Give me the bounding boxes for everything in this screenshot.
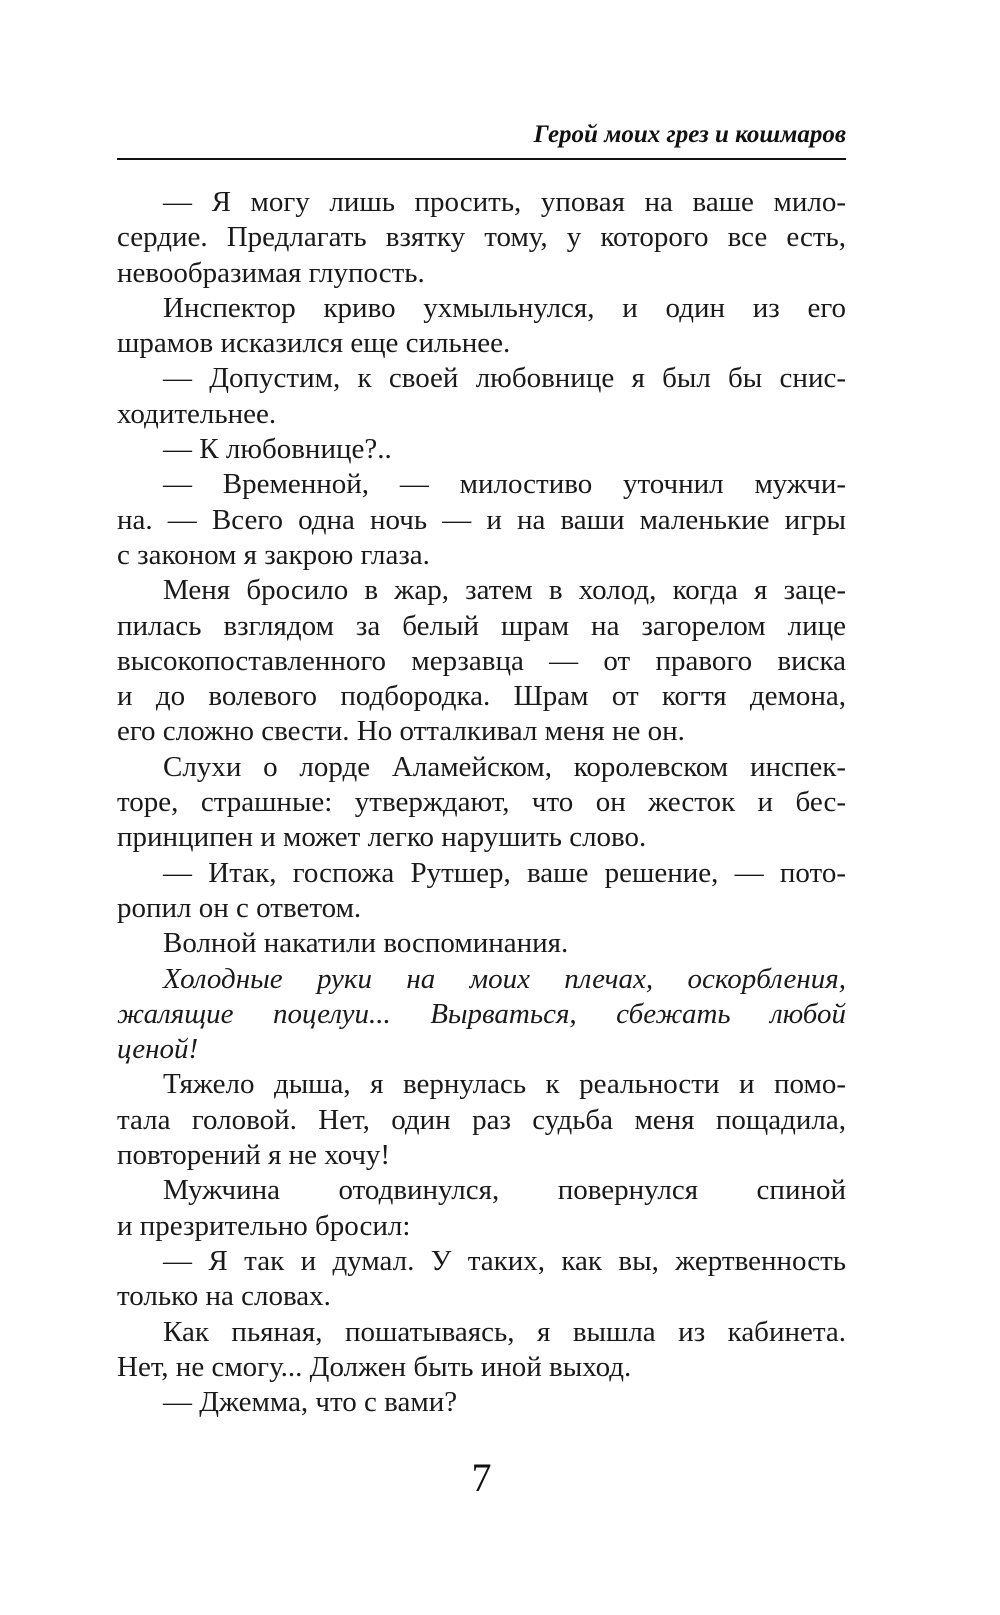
text-line: — Итак, госпожа Рутшер, ваше решение, — пото- xyxy=(163,856,846,889)
text-line: — Временной, — милостиво уточнил мужчи- xyxy=(163,468,846,501)
text-line: Тяжело дыша, я вернулась к реальности и помо- xyxy=(163,1068,846,1101)
text-line: — К любовнице?.. xyxy=(163,433,392,466)
text-line: — Я так и думал. У таких, как вы, жертвенность xyxy=(163,1244,846,1277)
text-line: высокопоставленного мерзавца — от правого виска xyxy=(117,644,846,677)
body-text xyxy=(117,185,846,1420)
header-rule xyxy=(117,158,846,160)
text-line: Инспектор криво ухмыльнулся, и один из его xyxy=(163,291,846,324)
text-line: Волной накатили воспоминания. xyxy=(163,927,569,960)
text-line: принципен и может легко нарушить слово. xyxy=(117,821,647,854)
text-line: торе, страшные: утверждают, что он жесток и бес- xyxy=(117,786,846,819)
text-line: невообразимая глупость. xyxy=(117,256,425,289)
text-line: Нет, не смогу... Должен быть иной выход. xyxy=(117,1350,632,1383)
text-line: повторений я не хочу! xyxy=(117,1139,391,1172)
text-line: — Я могу лишь просить, уповая на ваше мило- xyxy=(163,186,846,218)
text-line: Слухи о лорде Аламейском, королевском инспек- xyxy=(163,750,846,783)
text-line: шрамов исказился еще сильнее. xyxy=(117,327,511,360)
italic-text-line: ценой! xyxy=(117,1033,199,1066)
text-line: — Джемма, что с вами? xyxy=(163,1386,458,1419)
text-line: на. — Всего одна ночь — и на ваши маленькие игры xyxy=(117,503,846,536)
text-line: ходительнее. xyxy=(117,397,277,430)
text-line: только на словах. xyxy=(117,1280,331,1313)
text-line: Меня бросило в жар, затем в холод, когда я заце- xyxy=(163,574,846,607)
text-line: ропил он с ответом. xyxy=(117,891,362,924)
text-line: сердие. Предлагать взятку тому, у которого все есть, xyxy=(117,221,846,254)
text-line: — Допустим, к своей любовнице я был бы снис- xyxy=(163,362,846,395)
text-line: с законом я закрою глаза. xyxy=(117,538,430,571)
text-line: и до волевого подбородка. Шрам от когтя демона, xyxy=(117,680,846,713)
text-line: и презрительно бросил: xyxy=(117,1209,411,1242)
italic-text-line: жалящие поцелуи... Вырваться, сбежать любой xyxy=(117,997,846,1030)
text-line: тала головой. Нет, один раз судьба меня пощадила, xyxy=(117,1103,846,1136)
text-line: его сложно свести. Но отталкивал меня не он. xyxy=(117,715,685,748)
italic-text-line: Холодные руки на моих плечах, оскорбления, xyxy=(163,962,846,995)
page-number: 7 xyxy=(471,1455,492,1500)
text-line: пилась взглядом за белый шрам на загорелом лице xyxy=(117,609,846,642)
text-line: Мужчина отодвинулся, повернулся спиной xyxy=(163,1174,846,1207)
text-line: Как пьяная, пошатываясь, я вышла из кабинета. xyxy=(163,1315,846,1348)
running-head-title: Герой моих грез и кошмаров xyxy=(533,121,846,148)
